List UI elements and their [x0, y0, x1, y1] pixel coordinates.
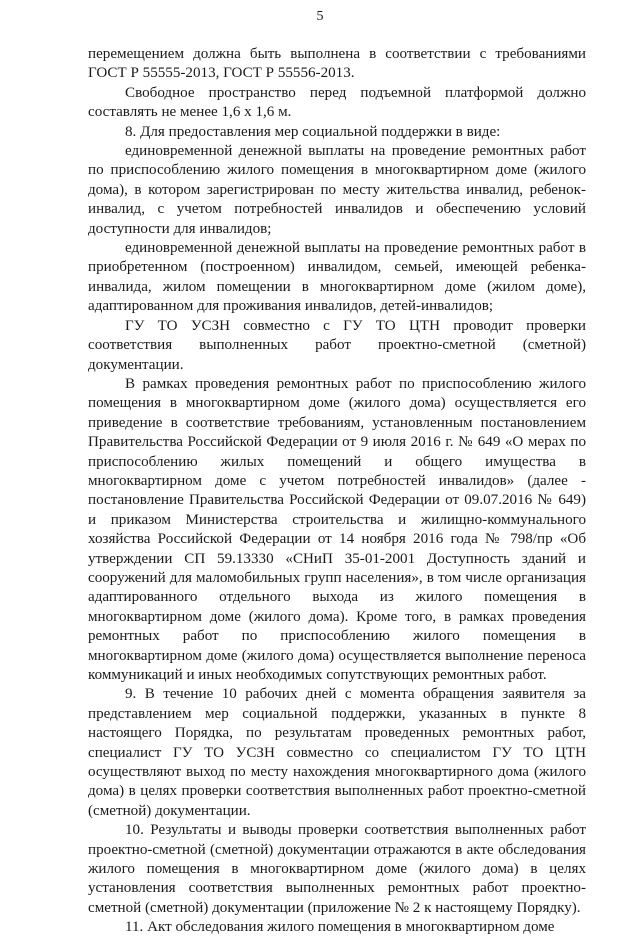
paragraph-item-8-inspection: ГУ ТО УСЗН совместно с ГУ ТО ЦТН проводит проверки соответствия выполненных работ проектно-сметной (сметной) документации.	[88, 317, 586, 373]
paragraph-free-space: Свободное пространство перед подъемной платформой должно составлять не менее 1,6 х 1,6 м.	[88, 84, 586, 121]
document-body	[88, 45, 586, 938]
page-number: 5	[316, 9, 324, 24]
paragraph-continuation: перемещением должна быть выполнена в соответствии с требованиями ГОСТ Р 55555-2013, ГОСТ Р 55556-2013.	[88, 46, 586, 82]
paragraph-item-8-payment-2: единовременной денежной выплаты на проведение ремонтных работ в приобретенном (построенном) инвалидом, семьей, имеющей ребенка-инвалида, жилом помещении в многоквартирном доме (жилом доме), адаптированном для проживания инвалидов, детей-инвалидов;	[88, 240, 586, 315]
paragraph-item-9: 9. В течение 10 рабочих дней с момента обращения заявителя за представлением мер социальной поддержки, указанных в пункте 8 настоящего Порядка, по результатам проведенных ремонтных работ, специалист ГУ ТО УСЗН совместно со специалистом ГУ ТО ЦТН осуществляют выход по месту нахождения многоквартирного дома (жилого дома) в целях проверки соответствия выполненных работ проектно-сметной (сметной) документации.	[88, 686, 586, 819]
paragraph-item-8: 8. Для предоставления мер социальной поддержки в виде:	[125, 123, 501, 140]
paragraph-item-10: 10. Результаты и выводы проверки соответствия выполненных работ проектно-сметной (сметной) документации отражаются в акте обследования жилого помещения в многоквартирном доме (жилого дома) в целях установления соответствия выполненных ремонтных работ проектно-сметной (сметной) документации (приложение № 2 к настоящему Порядку).	[88, 822, 586, 916]
paragraph-item-11: 11. Акт обследования жилого помещения в многоквартирном доме	[125, 919, 555, 936]
paragraph-item-8-payment-1: единовременной денежной выплаты на проведение ремонтных работ по приспособлению жилого помещения в многоквартирном доме (жилого дома), в котором зарегистрирован по месту жительства инвалид, ребенок-инвалид, с учетом потребностей инвалидов и обеспечению условий доступности для инвалидов;	[88, 143, 586, 237]
paragraph-repair-scope: В рамках проведения ремонтных работ по приспособлению жилого помещения в многоквартирном доме (жилого дома) осуществляется его приведение в соответствие требованиям, установленным постановлением Правительства Российской Федерации от 9 июля 2016 г. № 649 «О мерах по приспособлению жилых помещений и общего имущества в многоквартирном доме с учетом потребностей инвалидов» (далее - постановление Правительства Российской Федерации от 09.07.2016 № 649) и приказом Министерства строительства и жилищно-коммунального хозяйства Российской Федерации от 14 ноября 2016 года № 798/пр «Об утверждении СП 59.13330 «СНиП 35-01-2001 Доступность зданий и сооружений для маломобильных групп населения», в том числе организация адаптированного отдельного выхода из жилого помещения в многоквартирном доме (жилого дома). Кроме того, в рамках проведения ремонтных работ по приспособлению жилого помещения в многоквартирном доме (жилого дома) осуществляется выполнение переноса коммуникаций и иных необходимых сопутствующих ремонтных работ.	[88, 375, 586, 683]
